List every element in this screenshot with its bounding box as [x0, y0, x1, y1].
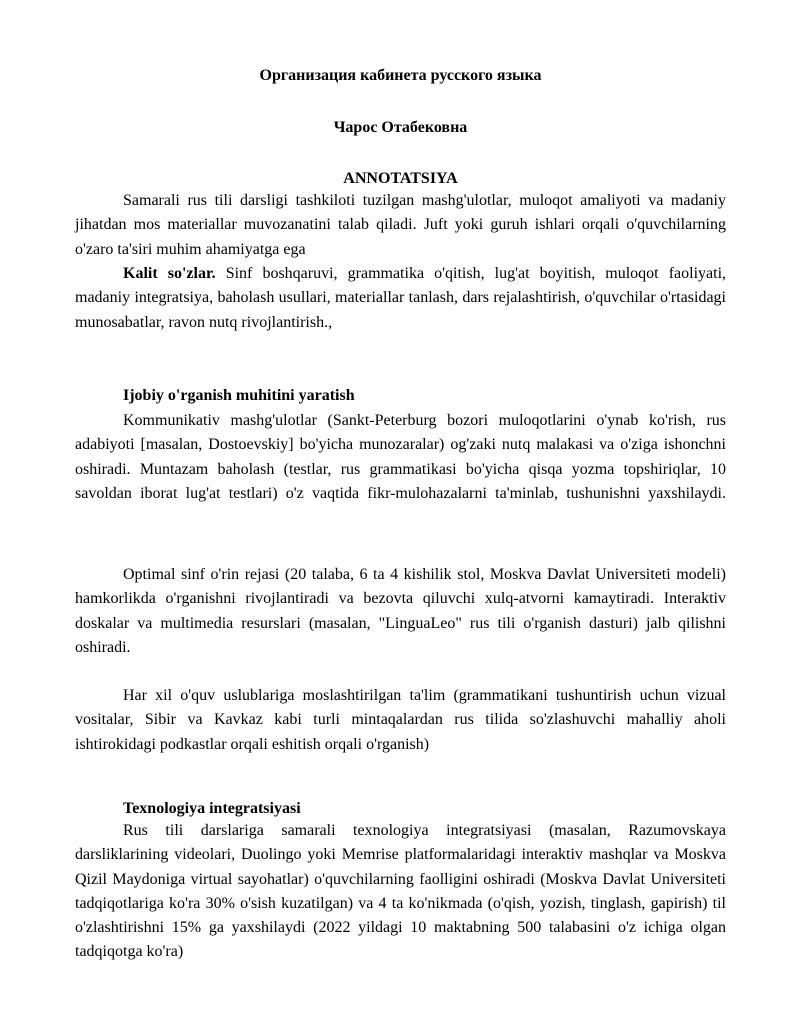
section1-paragraph2-block — [75, 563, 726, 660]
section1-paragraph3: Har xil o'quv uslublariga moslashtirilgan ta'lim (grammatikani tushuntirish uchun vizual vositalar, Sibir va Kavkaz kabi turli mintaqalardan rus tilida so'zlashuvchi mahalliy aholi ishtirokidagi podkastlar orqali eshitish orqali o'rganish) — [75, 687, 726, 753]
keywords-text: Sinf boshqaruvi, grammatika o'qitish, lug'at boyitish, muloqot faoliyati, madaniy integratsiya, baholash usullari, materiallar tanlash, dars rejalashtirish, o'quvchilar o'rtasidagi munosabatlar, ravon nutq rivojlantirish., — [75, 265, 727, 331]
keywords-block — [75, 262, 726, 335]
section2-paragraph1-block — [75, 819, 726, 965]
section1-paragraph1-block — [75, 409, 726, 506]
section-heading-learning-environment: Ijobiy o'rganish muhitini yaratish — [123, 387, 355, 404]
section1-paragraph1: Kommunikativ mashg'ulotlar (Sankt-Peterburg bozori muloqotlarini o'ynab ko'rish, rus adabiyoti [masalan, Dostoevskiy] bo'yicha munozaralar) og'zaki nutq malakasi va o'ziga ishonchni oshiradi. Muntazam baholash (testlar, rus grammatikasi bo'yicha qisqa yozma topshiriqlar, 10 savoldan iborat lug'at testlari) o'z vaqtida fikr-mulohazalarni ta'minlab, tushunishni yaxshilaydi. — [75, 412, 726, 502]
keywords-paragraph — [75, 262, 726, 335]
section1-paragraph3-block — [75, 684, 726, 757]
section-heading-technology: Texnologiya integratsiyasi — [123, 800, 301, 817]
keywords-label: Kalit so'zlar. — [123, 265, 216, 282]
annotation-heading: ANNOTATSIYA — [343, 170, 458, 187]
annotation-paragraph: Samarali rus tili darsligi tashkiloti tuzilgan mashg'ulotlar, muloqot amaliyoti va madaniy jihatdan mos materiallar muvozanatini talab qiladi. Juft yoki guruh ishlari orqali o'quvchilarning o'zaro ta'siri muhim ahamiyatga ega — [75, 192, 726, 258]
section1-paragraph2: Optimal sinf o'rin rejasi (20 talaba, 6 ta 4 kishilik stol, Moskva Davlat Universiteti modeli) hamkorlikda o'rganishni rivojlantiradi va bezovta qiluvchi xulq-atvorni kamaytiradi. Interaktiv doskalar va multimedia resurslari (masalan, "LinguaLeo" rus tili o'rganish dasturi) jalb qilishni oshiradi. — [75, 566, 726, 656]
document-title: Организация кабинета русского языка — [259, 67, 542, 84]
section2-paragraph1: Rus tili darslariga samarali texnologiya integratsiyasi (masalan, Razumovskaya darsliklarining videolari, Duolingo yoki Memrise platformalaridagi interaktiv mashqlar va Moskva Qizil Maydoniga virtual sayohatlar) o'quvchilarning faolligini oshiradi (Moskva Davlat Universiteti tadqiqotlariga ko'ra 30% o'sish kuzatilgan) va 4 ta ko'nikmada (o'qish, yozish, tinglash, gapirish) til o'zlashtirishni 15% ga yaxshilaydi (2022 yildagi 10 maktabning 500 talabasini o'z ichiga olgan tadqiqotga ko'ra) — [75, 822, 726, 961]
author-name: Чарос Отабековна — [333, 119, 468, 136]
annotation-block — [75, 189, 726, 262]
